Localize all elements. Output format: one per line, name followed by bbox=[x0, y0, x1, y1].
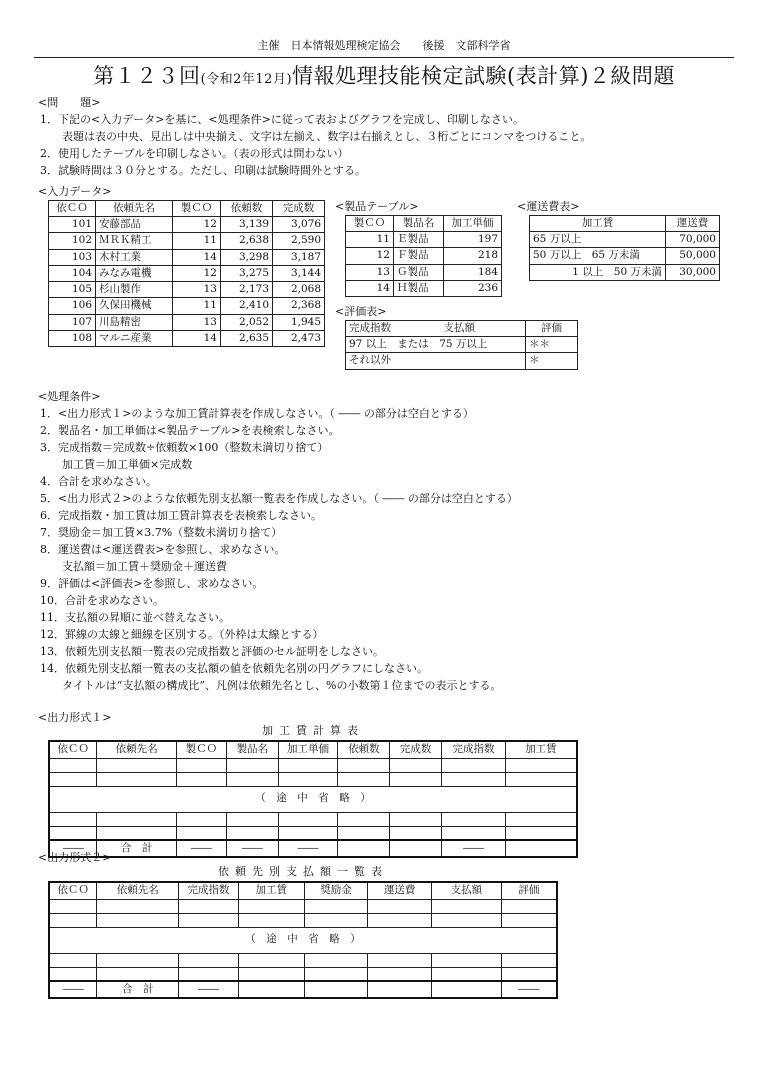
table-cell: 3,139 bbox=[221, 217, 273, 233]
table-cell: 50 万以上 65 万未満 bbox=[530, 248, 666, 264]
table-row bbox=[49, 265, 325, 281]
condition-line: 3．完成指数＝完成数÷依頼数×100（整数未満切り捨て） bbox=[40, 441, 329, 454]
table-cell: 218 bbox=[444, 248, 502, 264]
table-cell: Ｅ製品 bbox=[394, 232, 444, 248]
output1-col-header: 依頼先名 bbox=[97, 741, 177, 758]
table-row bbox=[49, 812, 577, 826]
condition-line: 8．運送費は<運送費表>を参照し、求めなさい。 bbox=[40, 543, 286, 556]
table-cell: 197 bbox=[444, 232, 502, 248]
problem-section bbox=[38, 94, 591, 179]
table-row bbox=[346, 232, 502, 248]
table-cell: 50,000 bbox=[666, 248, 720, 264]
table-cell: 14 bbox=[173, 249, 221, 265]
table-cell: 3,187 bbox=[273, 249, 325, 265]
blank-dash: ―― bbox=[226, 840, 278, 857]
table-row bbox=[346, 337, 578, 353]
table-cell: 2,635 bbox=[221, 330, 273, 346]
output2-col-header: 支払額 bbox=[432, 882, 502, 899]
condition-line: 12．罫線の太線と細線を区別する。（外枠は太線とする） bbox=[40, 628, 324, 641]
omitted-label: （ 途 中 省 略 ） bbox=[49, 786, 577, 812]
table-cell: 2,173 bbox=[221, 282, 273, 298]
table-row bbox=[49, 913, 557, 927]
blank-dash: ―― bbox=[49, 840, 97, 857]
table-cell: 安藤部品 bbox=[96, 217, 173, 233]
output1-col-header: 加工単価 bbox=[278, 741, 338, 758]
input-col-header: 依頼先名 bbox=[96, 201, 173, 217]
table-cell: 184 bbox=[444, 264, 502, 280]
input-col-header: 依ＣＯ bbox=[49, 201, 96, 217]
table-row bbox=[346, 248, 502, 264]
table-cell: Ｆ製品 bbox=[394, 248, 444, 264]
table-cell: 105 bbox=[49, 282, 96, 298]
table-cell: 102 bbox=[49, 233, 96, 249]
shipping-col-header: 加工賃 bbox=[530, 216, 666, 232]
output1-col-header: 加工賃 bbox=[505, 741, 577, 758]
problem-line: 3．試験時間は３０分とする。ただし、印刷は試験時間外とする。 bbox=[40, 164, 366, 177]
table-row bbox=[49, 772, 577, 786]
table-cell: ＊ bbox=[526, 353, 578, 369]
table-row bbox=[49, 953, 557, 967]
output1-heading: <出力形式１> bbox=[38, 711, 112, 724]
table-row bbox=[530, 248, 720, 264]
table-cell: 久保田機械 bbox=[96, 298, 173, 314]
table-cell: 13 bbox=[346, 264, 394, 280]
table-cell: 13 bbox=[173, 282, 221, 298]
table-cell: 1,945 bbox=[273, 314, 325, 330]
evaluation-col-header: 完成指数 支払額 bbox=[346, 321, 526, 337]
table-cell: 1 以上 50 万未満 bbox=[530, 264, 666, 280]
table-cell: 97 以上 または 75 万以上 bbox=[346, 337, 526, 353]
table-cell: 104 bbox=[49, 265, 96, 281]
table-cell: 12 bbox=[346, 248, 394, 264]
output1-col-header: 製ＣＯ bbox=[176, 741, 226, 758]
problem-line: 表題は表の中央、見出しは中央揃え、文字は左揃え、数字は右揃えとし、３桁ごとにコンマをつけること。 bbox=[40, 130, 592, 143]
table-cell: Ｇ製品 bbox=[394, 264, 444, 280]
table-row bbox=[49, 249, 325, 265]
output2-col-header: 加工賃 bbox=[238, 882, 304, 899]
table-cell: 11 bbox=[173, 298, 221, 314]
condition-line: 5．<出力形式２>のような依頼先別支払額一覧表を作成しなさい。（ ―― の部分は空白とする） bbox=[40, 492, 518, 505]
omitted-label: （ 途 中 省 略 ） bbox=[49, 927, 557, 953]
table-row bbox=[49, 330, 325, 346]
evaluation-heading: <評価表> bbox=[335, 305, 387, 318]
table-cell: 2,410 bbox=[221, 298, 273, 314]
blank-dash: ―― bbox=[278, 840, 338, 857]
output1-col-header: 完成数 bbox=[390, 741, 442, 758]
condition-line: 11．支払額の昇順に並べ替えなさい。 bbox=[40, 611, 230, 624]
omitted-row bbox=[49, 786, 577, 812]
table-cell: 3,298 bbox=[221, 249, 273, 265]
table-cell: 2,638 bbox=[221, 233, 273, 249]
total-label: 合 計 bbox=[97, 840, 177, 857]
table-row bbox=[530, 232, 720, 248]
condition-line: 7．奨励金＝加工賃×3.7%（整数未満切り捨て） bbox=[40, 526, 283, 539]
output2-col-header: 依頼先名 bbox=[97, 882, 179, 899]
table-cell: 14 bbox=[346, 280, 394, 296]
table-row bbox=[49, 899, 557, 913]
table-row bbox=[346, 264, 502, 280]
table-row bbox=[49, 233, 325, 249]
conditions-section bbox=[38, 388, 518, 694]
input-data-table bbox=[48, 200, 325, 347]
input-heading: <入力データ> bbox=[38, 185, 112, 198]
problem-line: 1．下記の<入力データ>を基に、<処理条件>に従って表およびグラフを完成し、印刷しなさい。 bbox=[40, 113, 524, 126]
product-col-header: 加工単価 bbox=[444, 216, 502, 232]
blank-dash: ―― bbox=[179, 981, 239, 998]
table-cell: 101 bbox=[49, 217, 96, 233]
table-cell: マルニ産業 bbox=[96, 330, 173, 346]
output1-col-header: 依ＣＯ bbox=[49, 741, 97, 758]
table-row bbox=[49, 826, 577, 840]
table-row bbox=[346, 353, 578, 369]
blank-dash: ―― bbox=[49, 981, 97, 998]
table-cell: 川島精密 bbox=[96, 314, 173, 330]
table-cell: 3,144 bbox=[273, 265, 325, 281]
table-cell: 103 bbox=[49, 249, 96, 265]
title-main-1: 第１２３回 bbox=[93, 64, 201, 88]
input-col-header: 製ＣＯ bbox=[173, 201, 221, 217]
table-cell: 2,590 bbox=[273, 233, 325, 249]
output2-table bbox=[48, 881, 558, 999]
product-table bbox=[345, 215, 502, 297]
table-cell: みなみ電機 bbox=[96, 265, 173, 281]
output1-col-header: 依頼数 bbox=[338, 741, 390, 758]
condition-line: タイトルは“支払額の構成比”、凡例は依頼先名とし、%の小数第１位までの表示とする。 bbox=[40, 679, 502, 692]
table-cell: 11 bbox=[346, 232, 394, 248]
output2-col-header: 奨励金 bbox=[304, 882, 368, 899]
table-cell: 2,368 bbox=[273, 298, 325, 314]
table-cell: 106 bbox=[49, 298, 96, 314]
table-cell: ＊＊ bbox=[526, 337, 578, 353]
problem-heading: <問 題> bbox=[38, 96, 101, 109]
table-cell: 木村工業 bbox=[96, 249, 173, 265]
problem-line: 2．使用したテーブルを印刷しなさい。（表の形式は問わない） bbox=[40, 147, 349, 160]
table-cell: 2,068 bbox=[273, 282, 325, 298]
conditions-heading: <処理条件> bbox=[38, 390, 101, 403]
table-cell: 107 bbox=[49, 314, 96, 330]
condition-line: 支払額＝加工賃＋奨励金＋運送費 bbox=[40, 560, 227, 573]
input-col-header: 完成数 bbox=[273, 201, 325, 217]
table-cell: それ以外 bbox=[346, 353, 526, 369]
output1-col-header: 製品名 bbox=[226, 741, 278, 758]
table-row bbox=[49, 298, 325, 314]
table-cell: Ｈ製品 bbox=[394, 280, 444, 296]
sponsor-line: 主催 日本情報処理検定協会 後援 文部科学省 bbox=[257, 39, 511, 52]
output2-caption: 依頼先別支払額一覧表 bbox=[218, 865, 388, 878]
blank-dash: ―― bbox=[176, 840, 226, 857]
output1-caption: 加工賃計算表 bbox=[262, 724, 364, 737]
omitted-row bbox=[49, 927, 557, 953]
product-heading: <製品テーブル> bbox=[335, 200, 419, 213]
page-title bbox=[34, 61, 734, 91]
table-cell: 14 bbox=[173, 330, 221, 346]
shipping-heading: <運送費表> bbox=[517, 200, 580, 213]
total-row bbox=[49, 840, 577, 857]
table-cell: 70,000 bbox=[666, 232, 720, 248]
total-row bbox=[49, 981, 557, 998]
output1-col-header: 完成指数 bbox=[442, 741, 506, 758]
table-cell: 13 bbox=[173, 314, 221, 330]
title-date: (令和2年12月) bbox=[200, 72, 293, 87]
table-row bbox=[49, 314, 325, 330]
output2-col-header: 依ＣＯ bbox=[49, 882, 97, 899]
condition-line: 6．完成指数・加工賃は加工賃計算表を表検索しなさい。 bbox=[40, 509, 322, 522]
evaluation-table bbox=[345, 320, 578, 370]
table-cell: 2,052 bbox=[221, 314, 273, 330]
output2-heading: <出力形式２> bbox=[38, 851, 112, 864]
condition-line: 1．<出力形式１>のような加工賃計算表を作成しなさい。（ ―― の部分は空白とする） bbox=[40, 407, 474, 420]
condition-line: 2．製品名・加工単価は<製品テーブル>を表検索しなさい。 bbox=[40, 424, 340, 437]
evaluation-col-header: 評価 bbox=[526, 321, 578, 337]
table-cell: 65 万以上 bbox=[530, 232, 666, 248]
table-cell: ＭＲＫ精工 bbox=[96, 233, 173, 249]
table-row bbox=[49, 967, 557, 981]
table-row bbox=[49, 217, 325, 233]
total-label: 合 計 bbox=[97, 981, 179, 998]
blank-dash: ―― bbox=[442, 840, 506, 857]
table-cell: 3,275 bbox=[221, 265, 273, 281]
condition-line: 10．合計を求めなさい。 bbox=[40, 594, 164, 607]
table-cell: 2,473 bbox=[273, 330, 325, 346]
table-cell: 236 bbox=[444, 280, 502, 296]
table-cell: 12 bbox=[173, 265, 221, 281]
header-rule bbox=[34, 57, 734, 58]
output2-col-header: 運送費 bbox=[368, 882, 432, 899]
input-col-header: 依頼数 bbox=[221, 201, 273, 217]
condition-line: 14．依頼先別支払額一覧表の支払額の値を依頼先名別の円グラフにしなさい。 bbox=[40, 662, 428, 675]
table-cell: 12 bbox=[173, 217, 221, 233]
table-row bbox=[49, 282, 325, 298]
table-row bbox=[49, 758, 577, 772]
table-row bbox=[530, 264, 720, 280]
condition-line: 9．評価は<評価表>を参照し、求めなさい。 bbox=[40, 577, 264, 590]
condition-line: 13．依頼先別支払額一覧表の完成指数と評価のセル証明をしなさい。 bbox=[40, 645, 384, 658]
table-cell: 11 bbox=[173, 233, 221, 249]
title-main-2: 情報処理技能検定試験(表計算)２級問題 bbox=[292, 64, 675, 88]
product-col-header: 製品名 bbox=[394, 216, 444, 232]
condition-line: 加工賃＝加工単価×完成数 bbox=[40, 458, 193, 471]
table-cell: 30,000 bbox=[666, 264, 720, 280]
output1-table bbox=[48, 740, 578, 858]
output2-col-header: 完成指数 bbox=[179, 882, 239, 899]
shipping-table bbox=[529, 215, 720, 281]
shipping-col-header: 運送費 bbox=[666, 216, 720, 232]
table-cell: 108 bbox=[49, 330, 96, 346]
table-cell: 3,076 bbox=[273, 217, 325, 233]
product-col-header: 製ＣＯ bbox=[346, 216, 394, 232]
table-row bbox=[346, 280, 502, 296]
blank-dash: ―― bbox=[501, 981, 557, 998]
table-cell: 杉山製作 bbox=[96, 282, 173, 298]
output2-col-header: 評価 bbox=[501, 882, 557, 899]
condition-line: 4．合計を求めなさい。 bbox=[40, 475, 157, 488]
